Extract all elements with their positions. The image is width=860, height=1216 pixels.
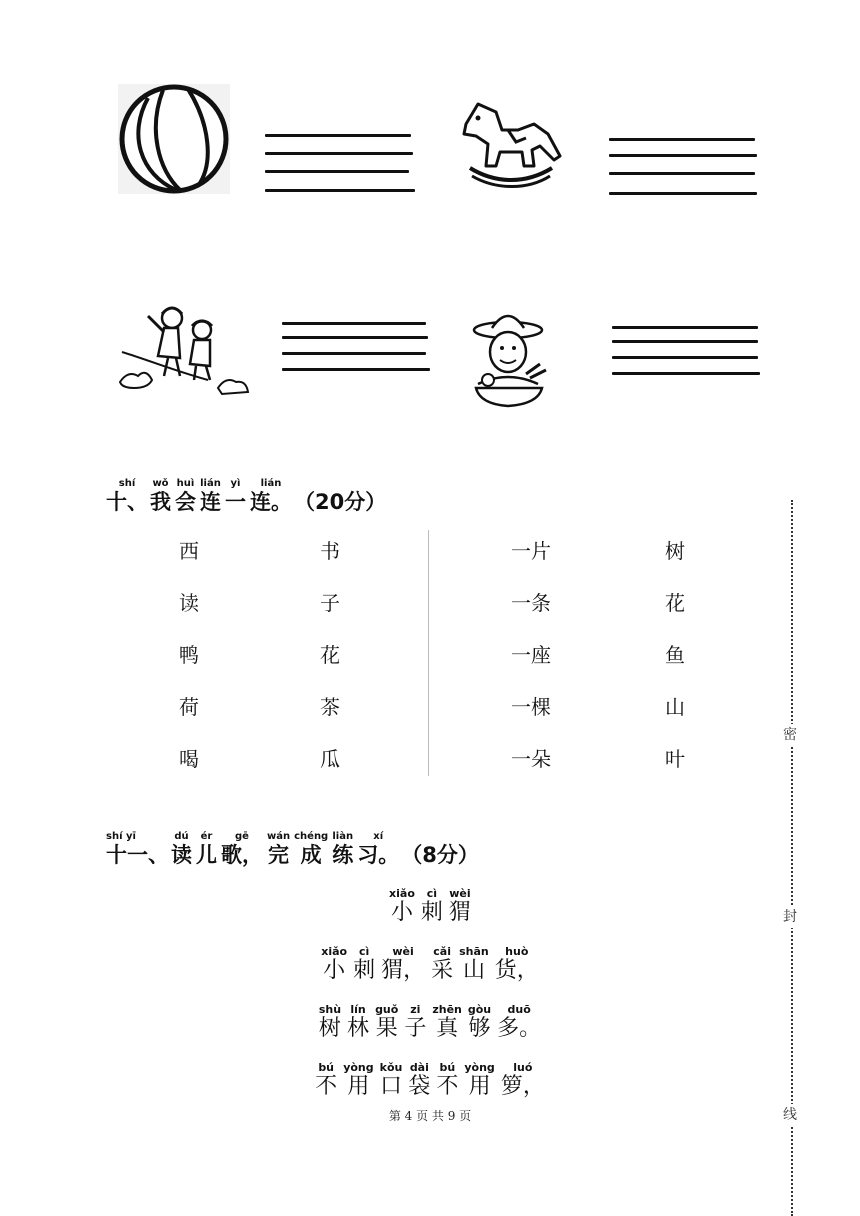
heading-char <box>171 831 192 867</box>
poem-char <box>343 1062 373 1100</box>
pinyin: cǎi <box>433 945 451 958</box>
section-score: （20分） <box>294 490 387 514</box>
hanzi: 不 <box>315 1074 338 1099</box>
hanzi: 袋 <box>408 1074 431 1099</box>
hanzi: 果 <box>375 1016 398 1041</box>
hanzi: 一 <box>225 490 246 514</box>
poem-char <box>347 1004 369 1042</box>
hanzi: 成 <box>300 843 322 867</box>
heading-char <box>225 478 246 514</box>
heading-char <box>221 831 263 867</box>
poem-char <box>459 946 489 984</box>
pinyin: yòng <box>464 1061 495 1074</box>
poem-char <box>464 1062 494 1100</box>
poem-line-2 <box>0 1004 860 1042</box>
match-item[interactable]: 一座 <box>511 643 551 667</box>
hanzi: 货， <box>494 958 539 983</box>
heading-char <box>196 831 217 867</box>
match-item[interactable]: 茶 <box>320 695 340 719</box>
hanzi: 歌， <box>221 843 263 867</box>
pinyin: wán <box>267 831 291 842</box>
match-item[interactable]: 一片 <box>511 539 551 563</box>
hanzi: 树 <box>318 1016 341 1041</box>
hanzi: 刺 <box>420 900 443 925</box>
heading-char <box>357 831 399 867</box>
pinyin: kǒu <box>379 1061 403 1074</box>
pinyin: huò <box>505 945 529 958</box>
match-item[interactable]: 鸭 <box>179 643 199 667</box>
farmer-with-vegetables-icon <box>466 308 552 412</box>
pinyin: bú <box>318 1061 335 1074</box>
hanzi: 小 <box>390 900 413 925</box>
poem-char <box>432 1004 462 1042</box>
hanzi: 箩， <box>500 1074 545 1099</box>
pinyin: dài <box>409 1061 429 1074</box>
pinyin: liàn <box>332 831 354 842</box>
binding-char-seal: 密 <box>783 724 797 746</box>
binding-char-line: 线 <box>783 1104 797 1126</box>
poem-char <box>501 1062 545 1100</box>
section-11-heading <box>106 831 479 867</box>
pinyin: gē <box>235 831 249 842</box>
match-item[interactable]: 花 <box>320 643 340 667</box>
hanzi: 采 <box>431 958 454 983</box>
hanzi: 小 <box>323 958 346 983</box>
pinyin: wèi <box>392 945 414 958</box>
match-item[interactable]: 鱼 <box>665 643 685 667</box>
hanzi: 真 <box>436 1016 459 1041</box>
pinyin: luó <box>513 1061 533 1074</box>
pinyin: guǒ <box>375 1003 399 1016</box>
pinyin: lín <box>350 1003 366 1016</box>
hanzi: 用 <box>347 1074 370 1099</box>
match-item[interactable]: 瓜 <box>320 747 340 771</box>
hanzi: 用 <box>468 1074 491 1099</box>
hanzi: 林 <box>347 1016 370 1041</box>
hanzi: 练 <box>332 843 354 867</box>
pinyin: lián <box>200 478 221 489</box>
match-item[interactable]: 西 <box>179 539 199 563</box>
pinyin: bú <box>439 1061 456 1074</box>
column-divider <box>428 530 429 776</box>
poem-line-3 <box>0 1062 860 1100</box>
pinyin: wǒ <box>152 478 169 489</box>
climbing-kids-picture <box>118 296 253 402</box>
pinyin: chéng <box>294 831 329 842</box>
poem-char <box>404 1004 426 1042</box>
heading-char <box>332 831 353 867</box>
poem-char <box>321 946 347 984</box>
hiking-children-icon <box>118 296 253 402</box>
pinyin: shān <box>459 945 489 958</box>
hanzi: 猬 <box>448 900 471 925</box>
hanzi: 子 <box>404 1016 427 1041</box>
match-item[interactable]: 一棵 <box>511 695 551 719</box>
pinyin: xí <box>373 831 384 842</box>
writing-lines-4[interactable] <box>612 326 762 378</box>
match-item[interactable]: 花 <box>665 591 685 615</box>
writing-lines-3[interactable] <box>282 322 430 374</box>
rocking-horse-icon <box>456 94 566 188</box>
poem-char <box>431 946 453 984</box>
writing-lines-2[interactable] <box>609 138 759 198</box>
hanzi: 刺 <box>353 958 376 983</box>
pinyin: yòng <box>343 1061 374 1074</box>
match-item[interactable]: 读 <box>179 591 199 615</box>
farmer-picture <box>466 308 552 412</box>
heading-char <box>106 831 169 867</box>
match-item[interactable]: 子 <box>320 591 340 615</box>
pinyin: ér <box>200 831 213 842</box>
poem-char <box>497 1004 541 1042</box>
poem-char <box>421 888 443 926</box>
pinyin: dú <box>174 831 189 842</box>
match-item[interactable]: 一朵 <box>511 747 551 771</box>
poem-line-1 <box>0 946 860 984</box>
section-number: 十一、 <box>106 843 169 867</box>
poem-char <box>375 1004 398 1042</box>
hanzi: 够 <box>468 1016 491 1041</box>
pinyin: shù <box>318 1003 342 1016</box>
poem-char <box>353 946 375 984</box>
pinyin: xiǎo <box>389 887 415 900</box>
match-item[interactable]: 荷 <box>179 695 199 719</box>
poem-title <box>0 888 860 926</box>
match-item[interactable]: 树 <box>665 539 685 563</box>
pinyin: wèi <box>449 887 471 900</box>
hanzi: 完 <box>268 843 290 867</box>
writing-lines-1[interactable] <box>265 134 415 196</box>
pinyin: lián <box>260 478 282 489</box>
pinyin: zi <box>410 1003 421 1016</box>
poem-char <box>495 946 539 984</box>
poem-char <box>389 888 415 926</box>
binding-char-close: 封 <box>783 906 797 928</box>
section-score: （8分） <box>401 843 479 867</box>
hanzi: 山 <box>462 958 485 983</box>
heading-char <box>150 478 171 514</box>
hanzi: 不 <box>436 1074 459 1099</box>
hanzi: 会 <box>175 490 196 514</box>
hanzi: 多。 <box>497 1016 542 1041</box>
pinyin: huì <box>176 478 195 489</box>
hanzi: 习。 <box>357 843 400 867</box>
hanzi: 口 <box>379 1074 402 1099</box>
pinyin: gòu <box>467 1003 492 1016</box>
hanzi: 连 <box>200 490 221 514</box>
hanzi: 猬， <box>381 958 426 983</box>
pinyin: yì <box>230 478 241 489</box>
match-item[interactable]: 喝 <box>179 747 199 771</box>
rocking-horse-picture <box>456 94 566 188</box>
hanzi: 我 <box>150 490 171 514</box>
hanzi: 儿 <box>196 843 217 867</box>
pinyin: shí yī <box>106 831 136 842</box>
match-item[interactable]: 山 <box>665 695 685 719</box>
poem-char <box>315 1062 337 1100</box>
heading-char <box>294 831 328 867</box>
match-item[interactable]: 一条 <box>511 591 551 615</box>
poem-char <box>436 1062 458 1100</box>
poem-char <box>380 1062 403 1100</box>
heading-char <box>200 478 221 514</box>
match-item[interactable]: 叶 <box>665 747 685 771</box>
pinyin: zhēn <box>432 1003 462 1016</box>
poem-char <box>381 946 425 984</box>
poem-char <box>319 1004 341 1042</box>
pinyin: cì <box>358 945 370 958</box>
match-item[interactable]: 书 <box>320 539 340 563</box>
section-10-heading <box>106 478 386 514</box>
poem-char <box>408 1062 430 1100</box>
hanzi: 读 <box>171 843 192 867</box>
pinyin: duō <box>507 1003 531 1016</box>
heading-char <box>250 478 292 514</box>
pinyin: shí <box>118 478 136 489</box>
heading-char <box>267 831 290 867</box>
section-number: 十、 <box>106 490 148 514</box>
heading-char <box>106 478 148 514</box>
poem-char <box>449 888 471 926</box>
pinyin: xiǎo <box>321 945 348 958</box>
heading-char <box>175 478 196 514</box>
pinyin: cì <box>426 887 438 900</box>
ball-picture <box>118 84 230 194</box>
beach-ball-icon <box>118 84 230 194</box>
poem-char <box>468 1004 491 1042</box>
hanzi: 连。 <box>250 490 292 514</box>
page-number: 第 4 页 共 9 页 <box>388 1109 472 1123</box>
